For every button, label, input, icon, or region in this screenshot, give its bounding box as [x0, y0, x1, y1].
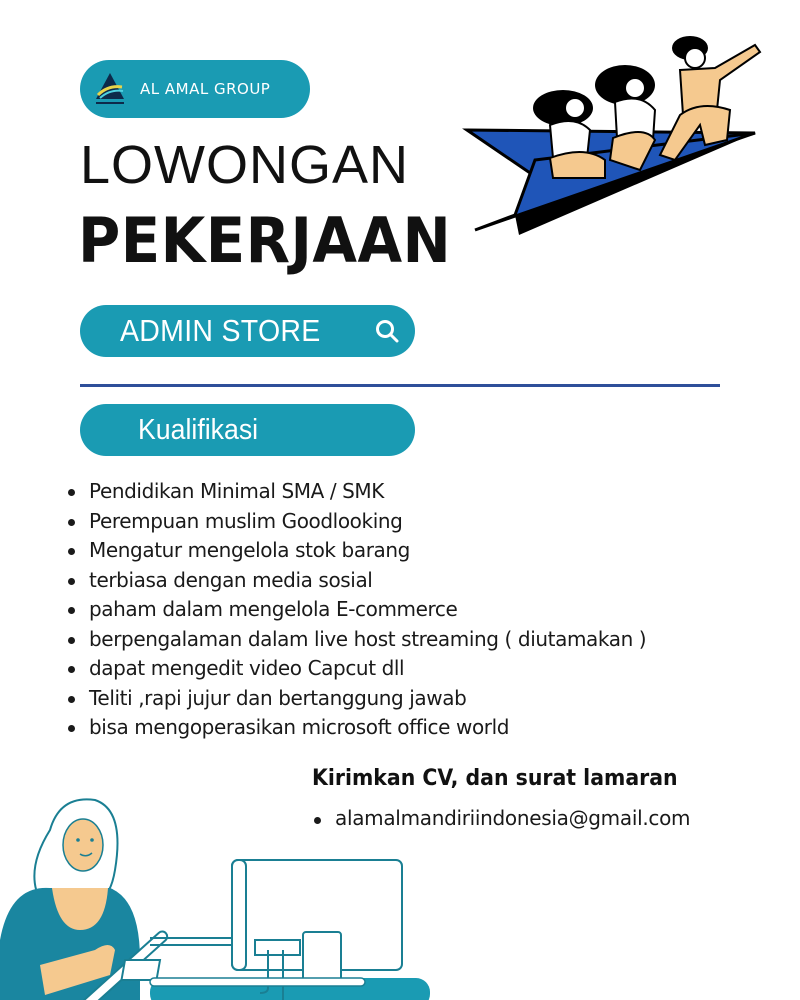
bullet-icon: [68, 607, 75, 614]
job-title: ADMIN STORE: [120, 313, 321, 348]
bullet-icon: [68, 519, 75, 526]
list-item: paham dalam mengelola E-commerce: [66, 595, 646, 625]
list-item: bisa mengoperasikan microsoft office world: [66, 713, 646, 743]
bullet-icon: [68, 725, 75, 732]
list-item: Pendidikan Minimal SMA / SMK: [66, 477, 646, 507]
list-item: terbiasa dengan media sosial: [66, 566, 646, 596]
list-item: Perempuan muslim Goodlooking: [66, 507, 646, 537]
qualifications-list: [66, 477, 646, 743]
job-title-badge: [80, 305, 415, 357]
woman-at-computer-illustration: [0, 790, 440, 1000]
list-item: Mengatur mengelola stok barang: [66, 536, 646, 566]
search-icon: [373, 317, 401, 345]
section-divider: [80, 384, 720, 387]
bullet-icon: [68, 637, 75, 644]
section-title: Kualifikasi: [138, 413, 259, 446]
qualifications-header-badge: [80, 404, 415, 456]
email-link[interactable]: alamalmandiriindonesia@gmail.com: [335, 806, 691, 830]
bullet-icon: [68, 578, 75, 585]
list-item: dapat mengedit video Capcut dll: [66, 654, 646, 684]
bullet-icon: [68, 666, 75, 673]
bullet-icon: [68, 548, 75, 555]
headline-line-1: LOWONGAN: [80, 135, 410, 195]
headline-line-2: PEKERJAAN: [78, 204, 452, 277]
triangle-logo-icon: [90, 69, 130, 109]
bullet-icon: [68, 696, 75, 703]
list-item: berpengalaman dalam live host streaming ( diutamakan ): [66, 625, 646, 655]
brand-name: AL AMAL GROUP: [140, 80, 271, 98]
contact-heading: Kirimkan CV, dan surat lamaran: [312, 766, 678, 791]
bullet-icon: [68, 489, 75, 496]
list-item: Teliti ,rapi jujur dan bertanggung jawab: [66, 684, 646, 714]
brand-badge: [80, 60, 310, 118]
paper-plane-team-illustration: [455, 30, 785, 260]
